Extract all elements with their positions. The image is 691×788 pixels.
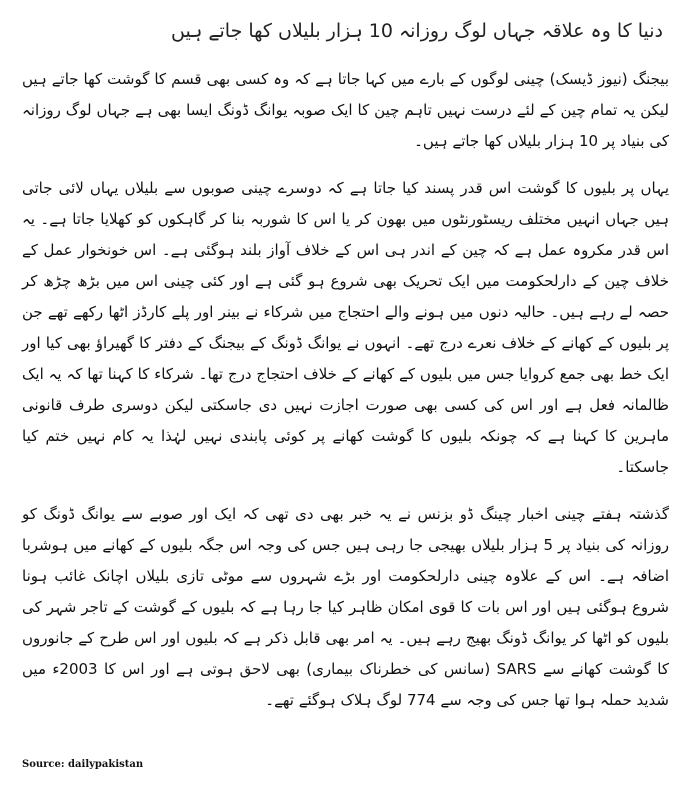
article-paragraph-1: بیجنگ (نیوز ڈیسک) چینی لوگوں کے بارے میں کہا جاتا ہے کہ وہ کسی بھی قسم کا گوشت کھا جاتے ہیں لیکن یہ تمام چین کے لئے درست نہیں تاہم چین کا ایک صوبہ یوانگ ڈونگ ایسا بھی ہے جہاں لوگ روزانہ کی بنیاد پر 10 ہزار بلیلاں کھا جاتے ہیں۔ (22, 70, 669, 150)
article-paragraph-2: یہاں پر بلیوں کا گوشت اس قدر پسند کیا جاتا ہے کہ دوسرے چینی صوبوں سے بلیلاں یہاں لائی جاتی ہیں جہاں انہیں مختلف ریسٹورنٹوں میں بھون کر یا اس کا شوربہ بنا کر گاہکوں کو کھلایا جاتا ہے۔ یہ اس قدر مکروہ عمل ہے کہ چین کے اندر ہی اس کے خلاف آواز بلند ہوگئی ہے۔ اس خونخوار عمل کے خلاف چین کے دارلحکومت میں ایک تحریک بھی شروع ہو گئی ہے اور کئی چینی اس میں بڑھ چڑھ کر حصہ لے رہے ہیں۔ حالیہ دنوں میں ہونے والے احتجاج میں شرکاء نے بینر اور پلے کارڈز اٹھا رکھے تھے جن پر بلیوں کے کھانے کے خلاف نعرے درج تھے۔ انہوں نے یوانگ ڈونگ کے بیجنگ کے دفتر کا گھیراؤ بھی کیا اور ایک خط بھی جمع کروایا جس میں بلیوں کے کھانے کے خلاف احتجاج درج تھا۔ شرکاء کا کہنا تھا کہ یہ ایک ظالمانہ فعل ہے اور اس کی کسی بھی صورت اجازت نہیں دی جاسکتی لیکن دوسری طرف قانونی ماہرین کا کہنا ہے کہ چونکہ بلیوں کا گوشت کھانے پر کوئی پابندی نہیں لہٰذا یہ کام نہیں ختم کیا جاسکتا۔ (22, 179, 669, 476)
article-paragraph-3: گذشتہ ہفتے چینی اخبار چینگ ڈو بزنس نے یہ خبر بھی دی تھی کہ ایک اور صوبے سے یوانگ ڈونگ کو روزانہ کی بنیاد پر 5 ہزار بلیلاں بھیجی جا رہی ہیں جس کی وجہ اس جگہ بلیوں کے کھانے میں ہوشربا اضافہ ہے۔ اس کے علاوہ چینی دارلحکومت اور بڑے شہروں سے موٹی تازی بلیلاں اچانک غائب ہونا شروع ہوگئی ہیں اور اس بات کا قوی امکان ظاہر کیا جا رہا ہے کہ بلیوں کے گوشت کے تاجر شہر کی بلیوں کو اٹھا کر یوانگ ڈونگ بھیج رہے ہیں۔ یہ امر بھی قابل ذکر ہے کہ بلیوں اور اس طرح کے جانوروں کا گوشت کھانے سے SARS (سانس کی خطرناک بیماری) بھی لاحق ہوتی ہے اور اس کا 2003ء میں شدید حملہ ہوا تھا جس کی وجہ سے 774 لوگ ہلاک ہوگئے تھے۔ (22, 505, 669, 709)
article-headline: دنیا کا وہ علاقہ جہاں لوگ روزانہ 10 ہزار بلیلاں کھا جاتے ہیں (171, 20, 663, 42)
source-credit: Source: dailypakistan (22, 759, 144, 770)
